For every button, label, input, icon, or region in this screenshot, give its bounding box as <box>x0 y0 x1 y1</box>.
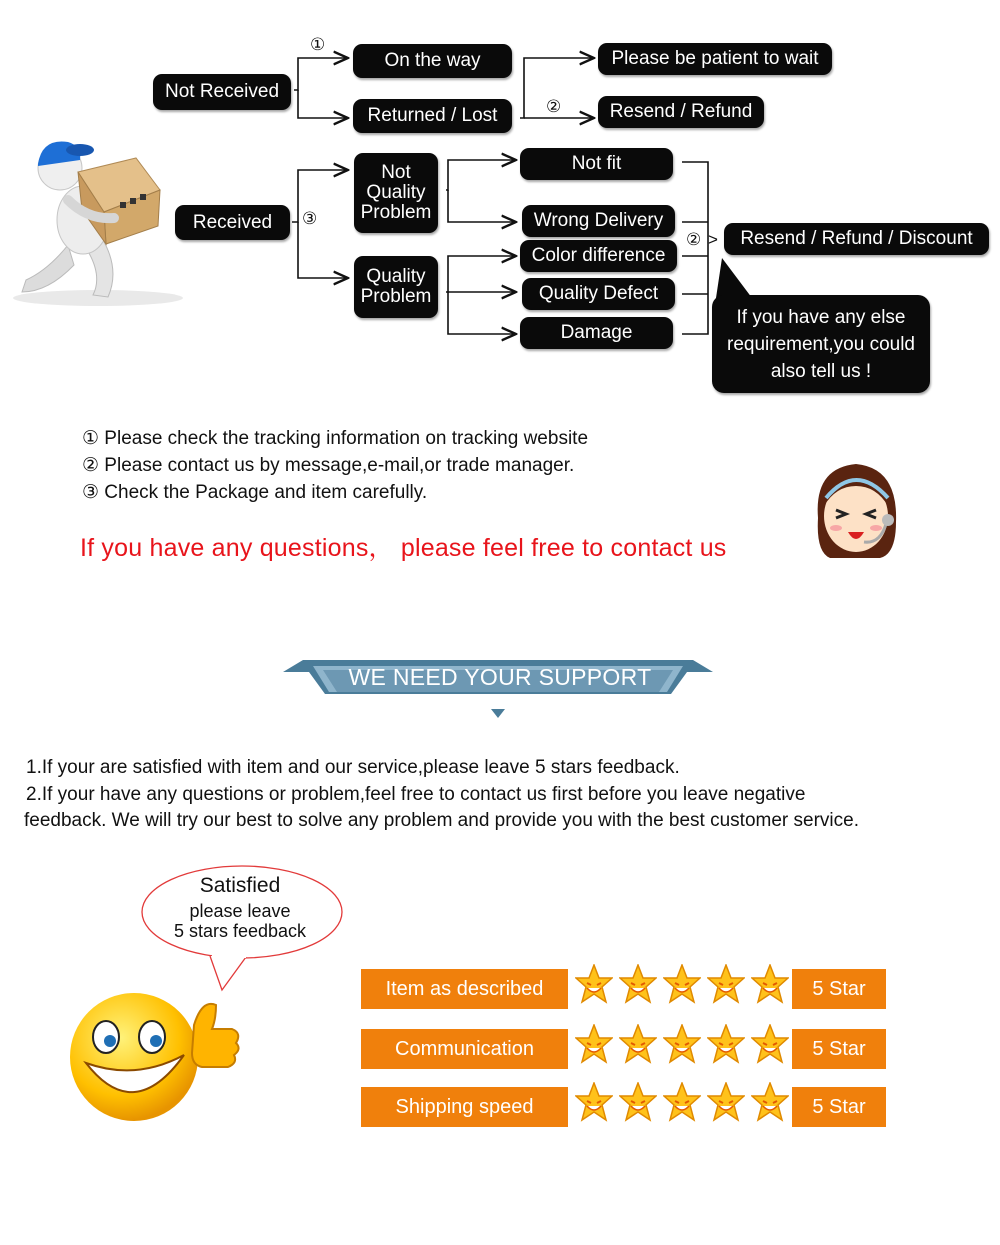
marker-2-right: ② <box>686 230 702 249</box>
marker-1-top: ① <box>310 35 326 54</box>
smiling-star-icon <box>751 1024 789 1066</box>
bubble-line-1: please leave <box>189 901 291 921</box>
smiling-star-icon <box>619 1082 657 1124</box>
not-fit-box: Not fit <box>520 148 673 180</box>
rating-value-communication: 5 Star <box>792 1029 886 1069</box>
rating-stars-shipping-speed <box>575 1082 789 1124</box>
rating-value-item-as-described: 5 Star <box>792 969 886 1009</box>
support-para-1: 1.If your are satisfied with item and our service,please leave 5 stars feedback. <box>26 757 680 778</box>
smiling-star-icon <box>707 964 745 1006</box>
smiling-star-icon <box>619 964 657 1006</box>
customer-service-girl-illustration <box>810 458 902 566</box>
not-quality-problem-box <box>354 153 438 233</box>
wrong-delivery-box: Wrong Delivery <box>522 205 675 237</box>
support-para-2a: 2.If your have any questions or problem,feel free to contact us first before you leave negative <box>26 784 806 805</box>
quality-defect-box: Quality Defect <box>522 278 675 310</box>
marker-3: ③ <box>302 209 318 228</box>
be-patient-box: Please be patient to wait <box>598 43 832 75</box>
chevron-down-icon <box>491 709 505 719</box>
note-1: ① Please check the tracking information on tracking website <box>82 428 589 449</box>
else-line-2: requirement,you could <box>727 333 915 355</box>
smiling-star-icon <box>663 1024 701 1066</box>
rating-label-shipping-speed: Shipping speed <box>361 1087 568 1127</box>
resend-refund-discount-box: Resend / Refund / Discount <box>724 223 989 255</box>
support-para-2b: feedback. We will try our best to solve any problem and provide you with the best customer service. <box>24 810 859 831</box>
smiling-star-icon <box>663 964 701 1006</box>
else-line-3: also tell us ! <box>770 360 872 382</box>
rating-label-item-as-described: Item as described <box>361 969 568 1009</box>
smiling-star-icon <box>663 1082 701 1124</box>
quality-problem-box <box>354 256 438 318</box>
smiling-star-icon <box>707 1082 745 1124</box>
else-requirement-bubble <box>712 295 930 393</box>
smiling-star-icon <box>619 1024 657 1066</box>
rating-value-shipping-speed: 5 Star <box>792 1087 886 1127</box>
smiling-star-icon <box>751 1082 789 1124</box>
smiling-star-icon <box>575 1024 613 1066</box>
else-line-1: If you have any else <box>736 306 906 328</box>
nqp-line-2: Quality <box>366 182 426 203</box>
color-difference-box: Color difference <box>520 240 677 272</box>
nqp-line-1: Not <box>381 162 411 183</box>
returned-lost-box: Returned / Lost <box>353 99 512 133</box>
bubble-line-2: 5 stars feedback <box>173 921 307 941</box>
marker-2-top: ② <box>546 97 562 116</box>
smiling-star-icon <box>751 964 789 1006</box>
smiling-star-icon <box>707 1024 745 1066</box>
smiley-thumbs-up-illustration <box>66 985 246 1125</box>
rating-stars-item-as-described <box>575 964 789 1006</box>
rating-label-communication: Communication <box>361 1029 568 1069</box>
arrow-right-icon: > <box>708 230 718 249</box>
received-box: Received <box>175 205 290 240</box>
qp-line-1: Quality <box>366 266 426 287</box>
delivery-man-illustration <box>8 120 193 310</box>
support-banner-title: WE NEED YOUR SUPPORT <box>348 664 652 690</box>
smiling-star-icon <box>575 964 613 1006</box>
nqp-line-3: Problem <box>360 202 432 223</box>
rating-stars-communication <box>575 1024 789 1066</box>
damage-box: Damage <box>520 317 673 349</box>
qp-line-2: Problem <box>360 286 432 307</box>
note-3: ③ Check the Package and item carefully. <box>82 482 428 503</box>
on-the-way-box: On the way <box>353 44 512 78</box>
note-2: ② Please contact us by message,e-mail,or trade manager. <box>82 455 575 476</box>
bubble-title: Satisfied <box>199 874 281 897</box>
smiling-star-icon <box>575 1082 613 1124</box>
not-received-box: Not Received <box>153 74 291 110</box>
resend-refund-box: Resend / Refund <box>598 96 764 128</box>
contact-us-line: If you have any questions， please feel free to contact us <box>80 534 727 562</box>
